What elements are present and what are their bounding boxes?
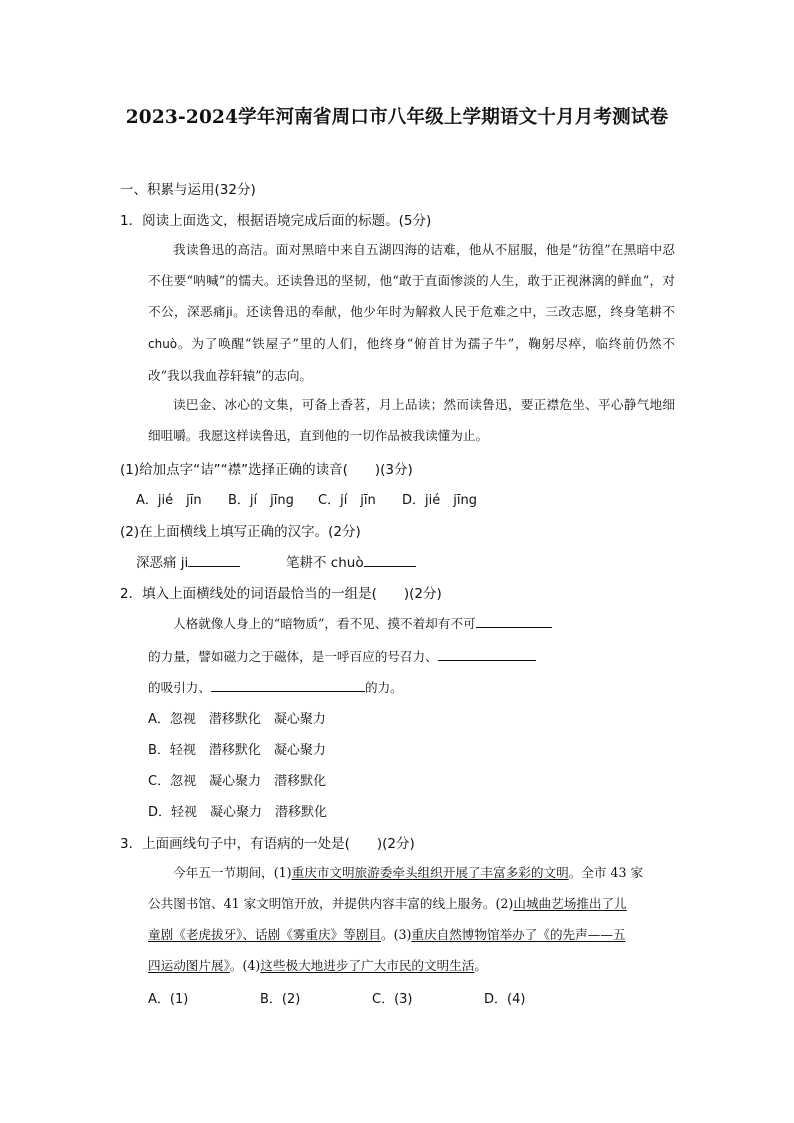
- option-text: jí jīng: [249, 493, 294, 508]
- option-text: jí jīn: [340, 493, 376, 508]
- option-text: (2): [281, 992, 301, 1007]
- option-text: jié jīn: [157, 493, 202, 508]
- option-letter: C．: [372, 992, 395, 1007]
- option-letter: A．: [136, 493, 158, 508]
- option-letter: C．: [148, 774, 171, 789]
- option-a[interactable]: [148, 988, 188, 1007]
- underlined-sentence-3: 四运动图片展》: [148, 958, 230, 973]
- option-text: 轻视 凝心聚力 潜移默化: [171, 805, 328, 820]
- option-letter: C．: [318, 493, 341, 508]
- question-3-stem: 3．上面画线句子中，有语病的一处是( )(2分): [120, 836, 415, 852]
- option-c[interactable]: [372, 988, 413, 1007]
- answer-blank[interactable]: [188, 553, 240, 567]
- passage-3-line-2: [148, 893, 627, 912]
- fill-blank-2: [286, 551, 416, 571]
- option-text: 忽视 凝心聚力 潜移默化: [170, 774, 327, 789]
- question-1-sub-1: (1)给加点字“诘”“襟”选择正确的读音( )(3分): [120, 462, 413, 478]
- option-letter: D．: [402, 493, 426, 508]
- option-letter: A．: [148, 992, 170, 1007]
- passage-text: 的力。: [364, 680, 403, 695]
- option-text: 轻视 潜移默化 凝心聚力: [169, 743, 326, 758]
- fill-blank-1: [136, 551, 240, 571]
- option-letter: D．: [148, 805, 172, 820]
- passage-text: 的吸引力、: [148, 680, 211, 695]
- fill-label: 深恶痛 ji: [136, 555, 189, 571]
- passage-text: 今年五一节期间，(1): [173, 865, 292, 880]
- pinyin-chuo: chuò: [148, 337, 178, 351]
- option-c[interactable]: [318, 489, 376, 508]
- passage-2-line-3: [148, 677, 403, 696]
- option-d[interactable]: [402, 489, 477, 508]
- passage-text: 我读鲁迅的高洁。面对黑暗中来自五湖四海的诘难，他从不屈服，他是“彷徨”在黑暗中忍不住要“呐喊”的懦夫。还读鲁迅的坚韧，他“敢于直面惨淡的人生，敢于正视淋漓的鲜血”，对不公，深恶痛: [148, 242, 675, 319]
- option-letter: A．: [148, 712, 170, 727]
- option-letter: B．: [148, 743, 170, 758]
- answer-blank[interactable]: [364, 553, 416, 567]
- underlined-sentence-1: 重庆市文明旅游委牵头组织开展了丰富多彩的文明: [291, 865, 569, 880]
- option-b[interactable]: [148, 739, 326, 758]
- passage-1-paragraph-1: [148, 234, 675, 391]
- passage-2-line-1: [173, 613, 552, 632]
- option-text: jié jīng: [425, 493, 477, 508]
- option-text: (1): [169, 992, 189, 1007]
- passage-1-paragraph-2: 读巴金、冰心的文集，可备上香茗，月上品读；然而读鲁迅，要正襟危坐、平心静气地细细咀嚼。我愿这样读鲁迅，直到他的一切作品被我读懂为止。: [148, 397, 675, 443]
- underlined-sentence-2: 山城曲艺场推出了儿: [513, 896, 627, 911]
- passage-text: 公共图书馆、41 家文明馆开放，并提供内容丰富的线上服务。(2): [148, 896, 514, 911]
- question-1-sub-2: (2)在上面横线上填写正确的汉字。(2分): [120, 524, 361, 540]
- question-1-stem: 1．阅读上面选文，根据语境完成后面的标题。(5分): [120, 213, 432, 229]
- answer-blank[interactable]: [476, 614, 552, 628]
- passage-text: 的力量，譬如磁力之于磁体，是一呼百应的号召力、: [148, 649, 438, 664]
- option-text: (4): [507, 992, 526, 1007]
- fill-label: 笔耕不 chuò: [286, 555, 364, 571]
- option-d[interactable]: [148, 801, 327, 820]
- section-heading: 一、积累与运用(32分): [120, 182, 256, 198]
- question-2-stem: 2．填入上面横线处的词语最恰当的一组是( )(2分): [120, 586, 442, 602]
- passage-3-line-4: [148, 955, 487, 974]
- option-a[interactable]: [148, 708, 326, 727]
- passage-text: 。(4): [229, 958, 261, 973]
- option-letter: B．: [260, 992, 282, 1007]
- option-c[interactable]: [148, 770, 326, 789]
- passage-3-line-3: [148, 924, 626, 943]
- answer-blank[interactable]: [211, 678, 365, 692]
- option-text: 忽视 潜移默化 凝心聚力: [169, 712, 326, 727]
- underlined-sentence-2: 童剧《老虎拔牙》、话剧《雾重庆》等剧目: [148, 927, 381, 942]
- underlined-sentence-4: 这些极大地进步了广大市民的文明生活: [260, 958, 475, 973]
- option-letter: B．: [228, 493, 250, 508]
- passage-text: 。还读鲁迅的奉献，他少年时为解救人民于危难之中，三改志愿，终身笔耕不: [232, 304, 676, 319]
- pinyin-ji: ji: [226, 305, 233, 319]
- option-b[interactable]: [228, 489, 294, 508]
- page-title: 2023-2024学年河南省周口市八年级上学期语文十月月考测试卷: [125, 107, 669, 128]
- passage-text: 。全市 43 家: [568, 865, 644, 880]
- option-a[interactable]: [136, 489, 202, 508]
- option-text: (3): [394, 992, 413, 1007]
- passage-text: 人格就像人身上的“暗物质”，看不见、摸不着却有不可: [173, 616, 476, 631]
- passage-text: 。为了唤醒“铁屋子”里的人们，他终身“俯首甘为孺子牛”，鞠躬尽瘁，临终前仍然不改“我以我血荐轩辕”的志向。: [148, 336, 675, 383]
- passage-text: 。(3): [380, 927, 412, 942]
- answer-blank[interactable]: [438, 647, 536, 661]
- option-b[interactable]: [260, 988, 300, 1007]
- option-letter: D．: [484, 992, 508, 1007]
- passage-3-line-1: [173, 862, 643, 881]
- passage-text: 。: [474, 958, 487, 973]
- passage-2-line-2: [148, 646, 536, 665]
- underlined-sentence-3: 重庆自然博物馆举办了《的先声——五: [411, 927, 626, 942]
- option-d[interactable]: [484, 988, 525, 1007]
